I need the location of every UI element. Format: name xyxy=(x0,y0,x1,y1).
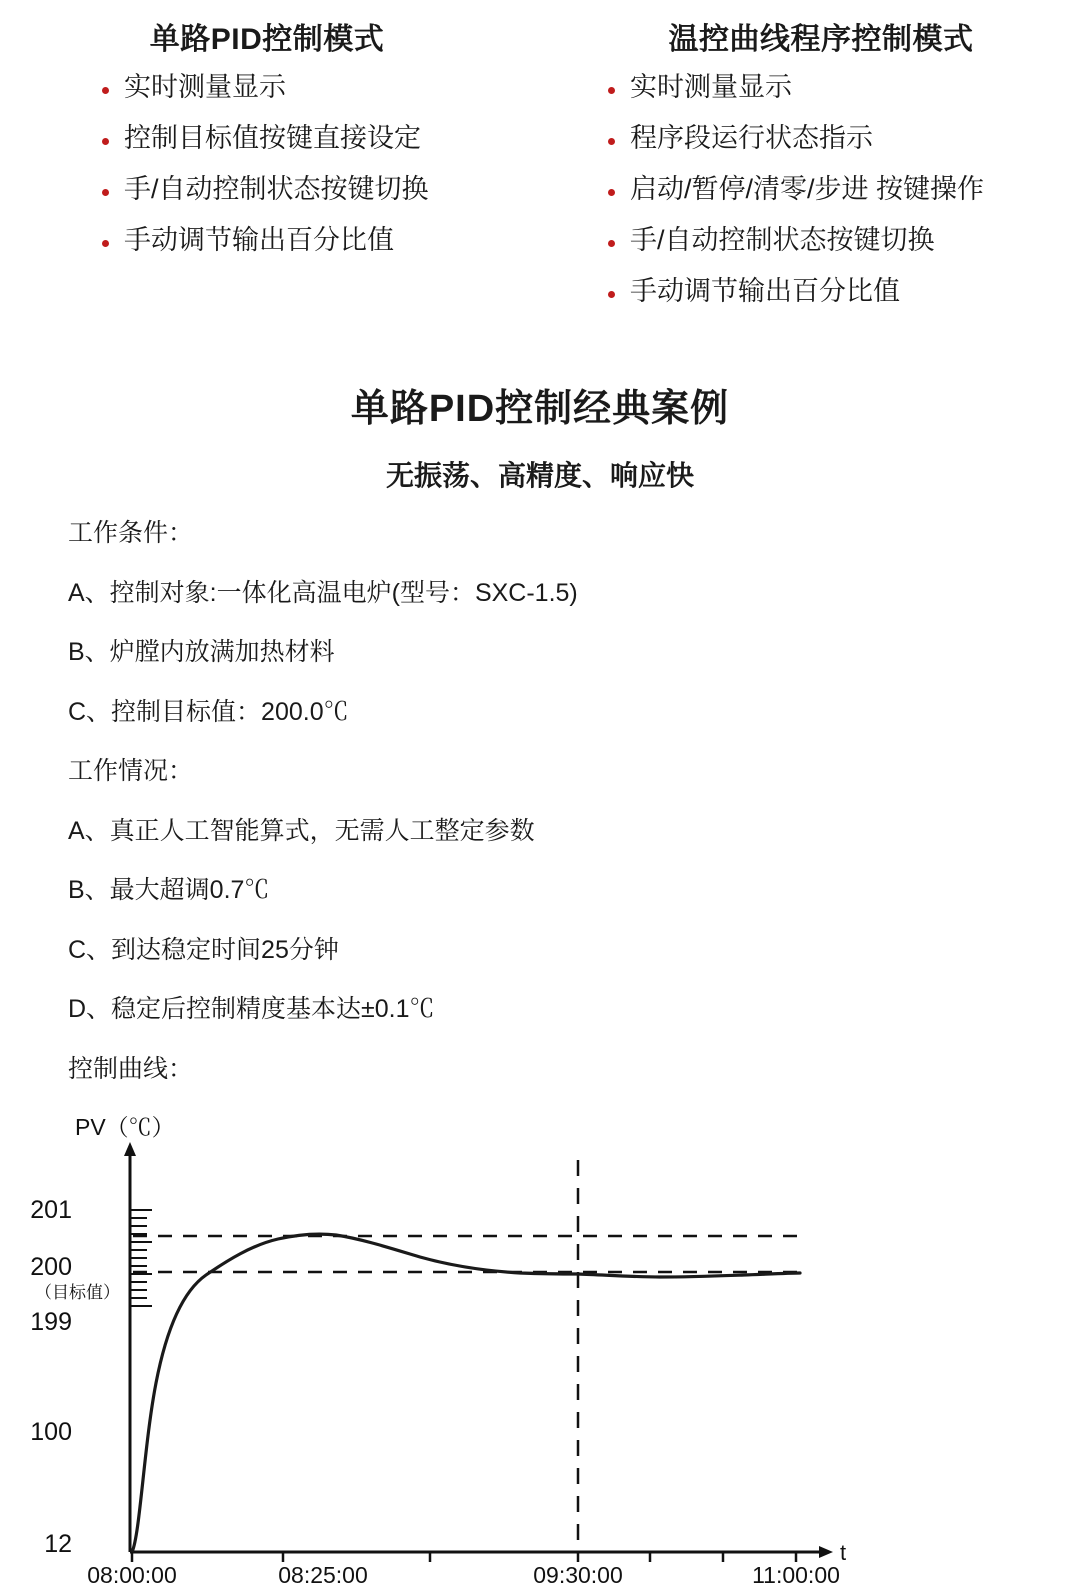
feature-column-pid xyxy=(0,14,540,329)
control-curve-chart xyxy=(0,1115,1080,1585)
case-line: B、最大超调0.7℃ xyxy=(68,876,270,904)
case-line: C、控制目标值：200.0℃ xyxy=(68,697,349,726)
feature-list-program xyxy=(580,74,1080,305)
case-line: A、控制对象:一体化高温电炉(型号：SXC-1.5) xyxy=(68,578,578,607)
feature-list-pid xyxy=(40,74,540,254)
chart-svg xyxy=(0,1115,1080,1585)
x-tick-1: 08:25:00 xyxy=(278,1562,368,1585)
case-line: A、真正人工智能算式，无需人工整定参数 xyxy=(68,816,535,845)
case-line: 工作情况： xyxy=(68,757,194,785)
feature-column-program xyxy=(540,14,1080,329)
list-item: 手动调节输出百分比值 xyxy=(94,227,540,254)
case-line: 控制曲线： xyxy=(68,1054,194,1083)
feature-title-program: 温控曲线程序控制模式 xyxy=(668,23,974,56)
case-subtitle: 无振荡、高精度、响应快 xyxy=(385,460,694,491)
list-item: 程序段运行状态指示 xyxy=(600,125,1080,152)
y-axis-minor-ticks xyxy=(131,1210,152,1306)
case-section xyxy=(0,377,1080,1083)
y-tick-200: 200 xyxy=(30,1253,72,1281)
feature-columns xyxy=(0,0,1080,329)
pv-curve xyxy=(132,1234,800,1552)
feature-title-pid: 单路PID控制模式 xyxy=(149,23,385,56)
y-axis xyxy=(124,1142,136,1552)
case-line: 工作条件： xyxy=(68,519,194,547)
case-body xyxy=(0,520,1080,1083)
x-tick-2: 09:30:00 xyxy=(533,1562,623,1585)
case-line: D、稳定后控制精度基本达±0.1℃ xyxy=(68,995,435,1023)
list-item: 手/自动控制状态按键切换 xyxy=(94,176,540,203)
page-title: 单路PID控制经典案例 xyxy=(350,388,730,430)
y-tick-target-note: （目标值） xyxy=(35,1283,120,1302)
list-item: 实时测量显示 xyxy=(600,74,1080,101)
case-line: C、到达稳定时间25分钟 xyxy=(68,935,339,964)
list-item: 控制目标值按键直接设定 xyxy=(94,125,540,152)
list-item: 启动/暂停/清零/步进 按键操作 xyxy=(600,176,1080,203)
x-tick-0: 08:00:00 xyxy=(87,1562,177,1585)
list-item: 手动调节输出百分比值 xyxy=(600,278,1080,305)
y-tick-12: 12 xyxy=(44,1530,72,1558)
x-axis xyxy=(130,1540,846,1565)
y-axis-label: PV（℃） xyxy=(75,1115,175,1140)
y-tick-100: 100 xyxy=(30,1418,72,1446)
list-item: 手/自动控制状态按键切换 xyxy=(600,227,1080,254)
list-item: 实时测量显示 xyxy=(94,74,540,101)
x-tick-3: 11:00:00 xyxy=(752,1562,840,1585)
y-tick-199: 199 xyxy=(30,1308,72,1336)
case-line: B、炉膛内放满加热材料 xyxy=(68,638,335,666)
y-tick-201: 201 xyxy=(30,1196,72,1224)
x-axis-label: t xyxy=(840,1540,847,1565)
